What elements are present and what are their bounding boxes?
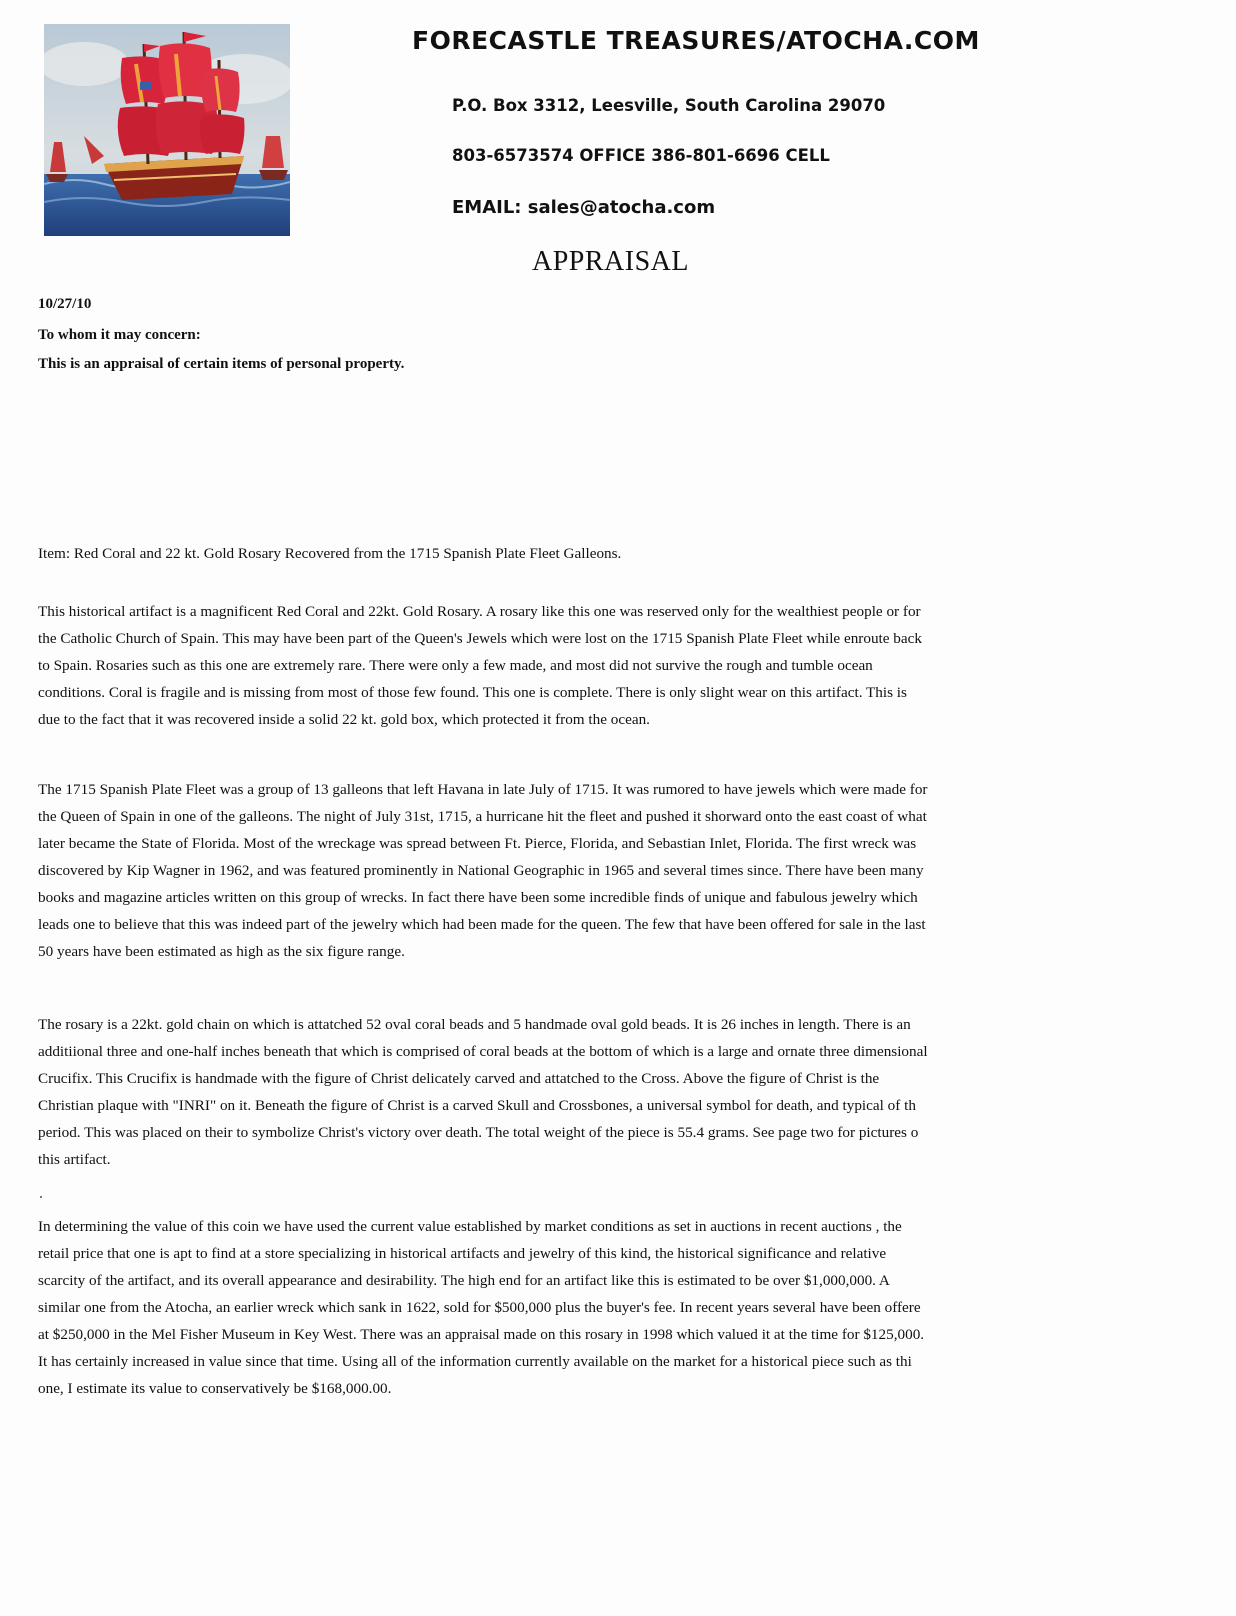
paragraph-artifact-description bbox=[38, 598, 1208, 733]
paragraph-line: the Catholic Church of Spain. This may have been part of the Queen's Jewels which were lost on the 1715 Spanish Plate Fleet while enroute back bbox=[38, 630, 922, 647]
paragraph-line: 50 years have been estimated as high as the six figure range. bbox=[38, 943, 405, 960]
paragraph-line: books and magazine articles written on this group of wrecks. In fact there have been some incredible finds of unique and fabulous jewelry which bbox=[38, 889, 918, 906]
paragraph-line: discovered by Kip Wagner in 1962, and was featured prominently in National Geographic in 1965 and several times since. There have been many bbox=[38, 862, 924, 879]
paragraph-line: In determining the value of this coin we have used the current value established by market conditions as set in auctions in recent auctions , the bbox=[38, 1218, 902, 1235]
letter-date: 10/27/10 bbox=[38, 296, 92, 312]
letter-intro: This is an appraisal of certain items of personal property. bbox=[38, 356, 405, 372]
paragraph-line: due to the fact that it was recovered inside a solid 22 kt. gold box, which protected it from the ocean. bbox=[38, 711, 650, 728]
company-name: FORECASTLE TREASURES/ATOCHA.COM bbox=[412, 26, 980, 55]
paragraph-line: to Spain. Rosaries such as this one are extremely rare. There were only a few made, and most did not survive the rough and tumble ocean bbox=[38, 657, 873, 674]
paragraph-line: The rosary is a 22kt. gold chain on which is attatched 52 oval coral beads and 5 handmade oval gold beads. It is 26 inches in length. There is an bbox=[38, 1016, 911, 1033]
galleon-ship-illustration bbox=[44, 24, 290, 236]
paragraph-line: leads one to believe that this was indeed part of the jewelry which had been made for the queen. The few that have been offered for sale in the last bbox=[38, 916, 926, 933]
paragraph-valuation bbox=[38, 1213, 1208, 1402]
paragraph-line: scarcity of the artifact, and its overall appearance and desirability. The high end for an artifact like this is estimated to be over $1,000,000. A bbox=[38, 1272, 890, 1289]
company-phones: 803-6573574 OFFICE 386-801-6696 CELL bbox=[452, 146, 830, 165]
company-email: EMAIL: sales@atocha.com bbox=[452, 197, 716, 218]
galleon-ship-picture bbox=[44, 24, 290, 236]
paragraph-line: at $250,000 in the Mel Fisher Museum in Key West. There was an appraisal made on this rosary in 1998 which valued it at the time for $125,000. bbox=[38, 1326, 925, 1343]
paragraph-line: This historical artifact is a magnificent Red Coral and 22kt. Gold Rosary. A rosary like this one was reserved only for the wealthiest people or for bbox=[38, 603, 921, 620]
paragraph-line: later became the State of Florida. Most of the wreckage was spread between Ft. Pierce, Florida, and Sebastian Inlet, Florida. The first wreck was bbox=[38, 835, 917, 852]
item-line: Item: Red Coral and 22 kt. Gold Rosary Recovered from the 1715 Spanish Plate Fleet Galleons. bbox=[38, 545, 622, 562]
paragraph-rosary-details bbox=[38, 1011, 1208, 1173]
paragraph-line: Christian plaque with "INRI" on it. Beneath the figure of Christ is a carved Skull and Crossbones, a universal symbol for death, and typical of th bbox=[38, 1097, 916, 1114]
paragraph-line: conditions. Coral is fragile and is missing from most of those few found. This one is complete. There is only slight wear on this artifact. This is bbox=[38, 684, 907, 701]
paragraph-line: one, I estimate its value to conservatively be $168,000.00. bbox=[38, 1380, 392, 1397]
paragraph-line: The 1715 Spanish Plate Fleet was a group of 13 galleons that left Havana in late July of 1715. It was rumored to have jewels which were made for bbox=[38, 781, 928, 798]
item-description bbox=[38, 540, 1208, 567]
document-title: APPRAISAL bbox=[532, 246, 689, 277]
paragraph-line: the Queen of Spain in one of the galleons. The night of July 31st, 1715, a hurricane hit the fleet and pushed it shorward onto the east coast of what bbox=[38, 808, 927, 825]
paragraph-line: It has certainly increased in value since that time. Using all of the information currently available on the market for a historical piece such as thi bbox=[38, 1353, 912, 1370]
paragraph-line: additiional three and one-half inches beneath that which is comprised of coral beads at the bottom of which is a large and ornate three dimensional bbox=[38, 1043, 928, 1060]
paragraph-line: Crucifix. This Crucifix is handmade with the figure of Christ delicately carved and attatched to the Cross. Above the figure of Christ is the bbox=[38, 1070, 880, 1087]
paragraph-fleet-history bbox=[38, 776, 1208, 965]
paragraph-line: retail price that one is apt to find at a store specializing in historical artifacts and jewelry of this kind, the historical significance and relative bbox=[38, 1245, 887, 1262]
stray-mark bbox=[40, 1196, 42, 1198]
paragraph-line: this artifact. bbox=[38, 1151, 111, 1168]
paragraph-line: similar one from the Atocha, an earlier wreck which sank in 1622, sold for $500,000 plus the buyer's fee. In recent years several have been offere bbox=[38, 1299, 921, 1316]
letter-salutation: To whom it may concern: bbox=[38, 327, 201, 343]
paragraph-line: period. This was placed on their to symbolize Christ's victory over death. The total weight of the piece is 55.4 grams. See page two for pictures o bbox=[38, 1124, 919, 1141]
company-address: P.O. Box 3312, Leesville, South Carolina 29070 bbox=[452, 96, 886, 115]
